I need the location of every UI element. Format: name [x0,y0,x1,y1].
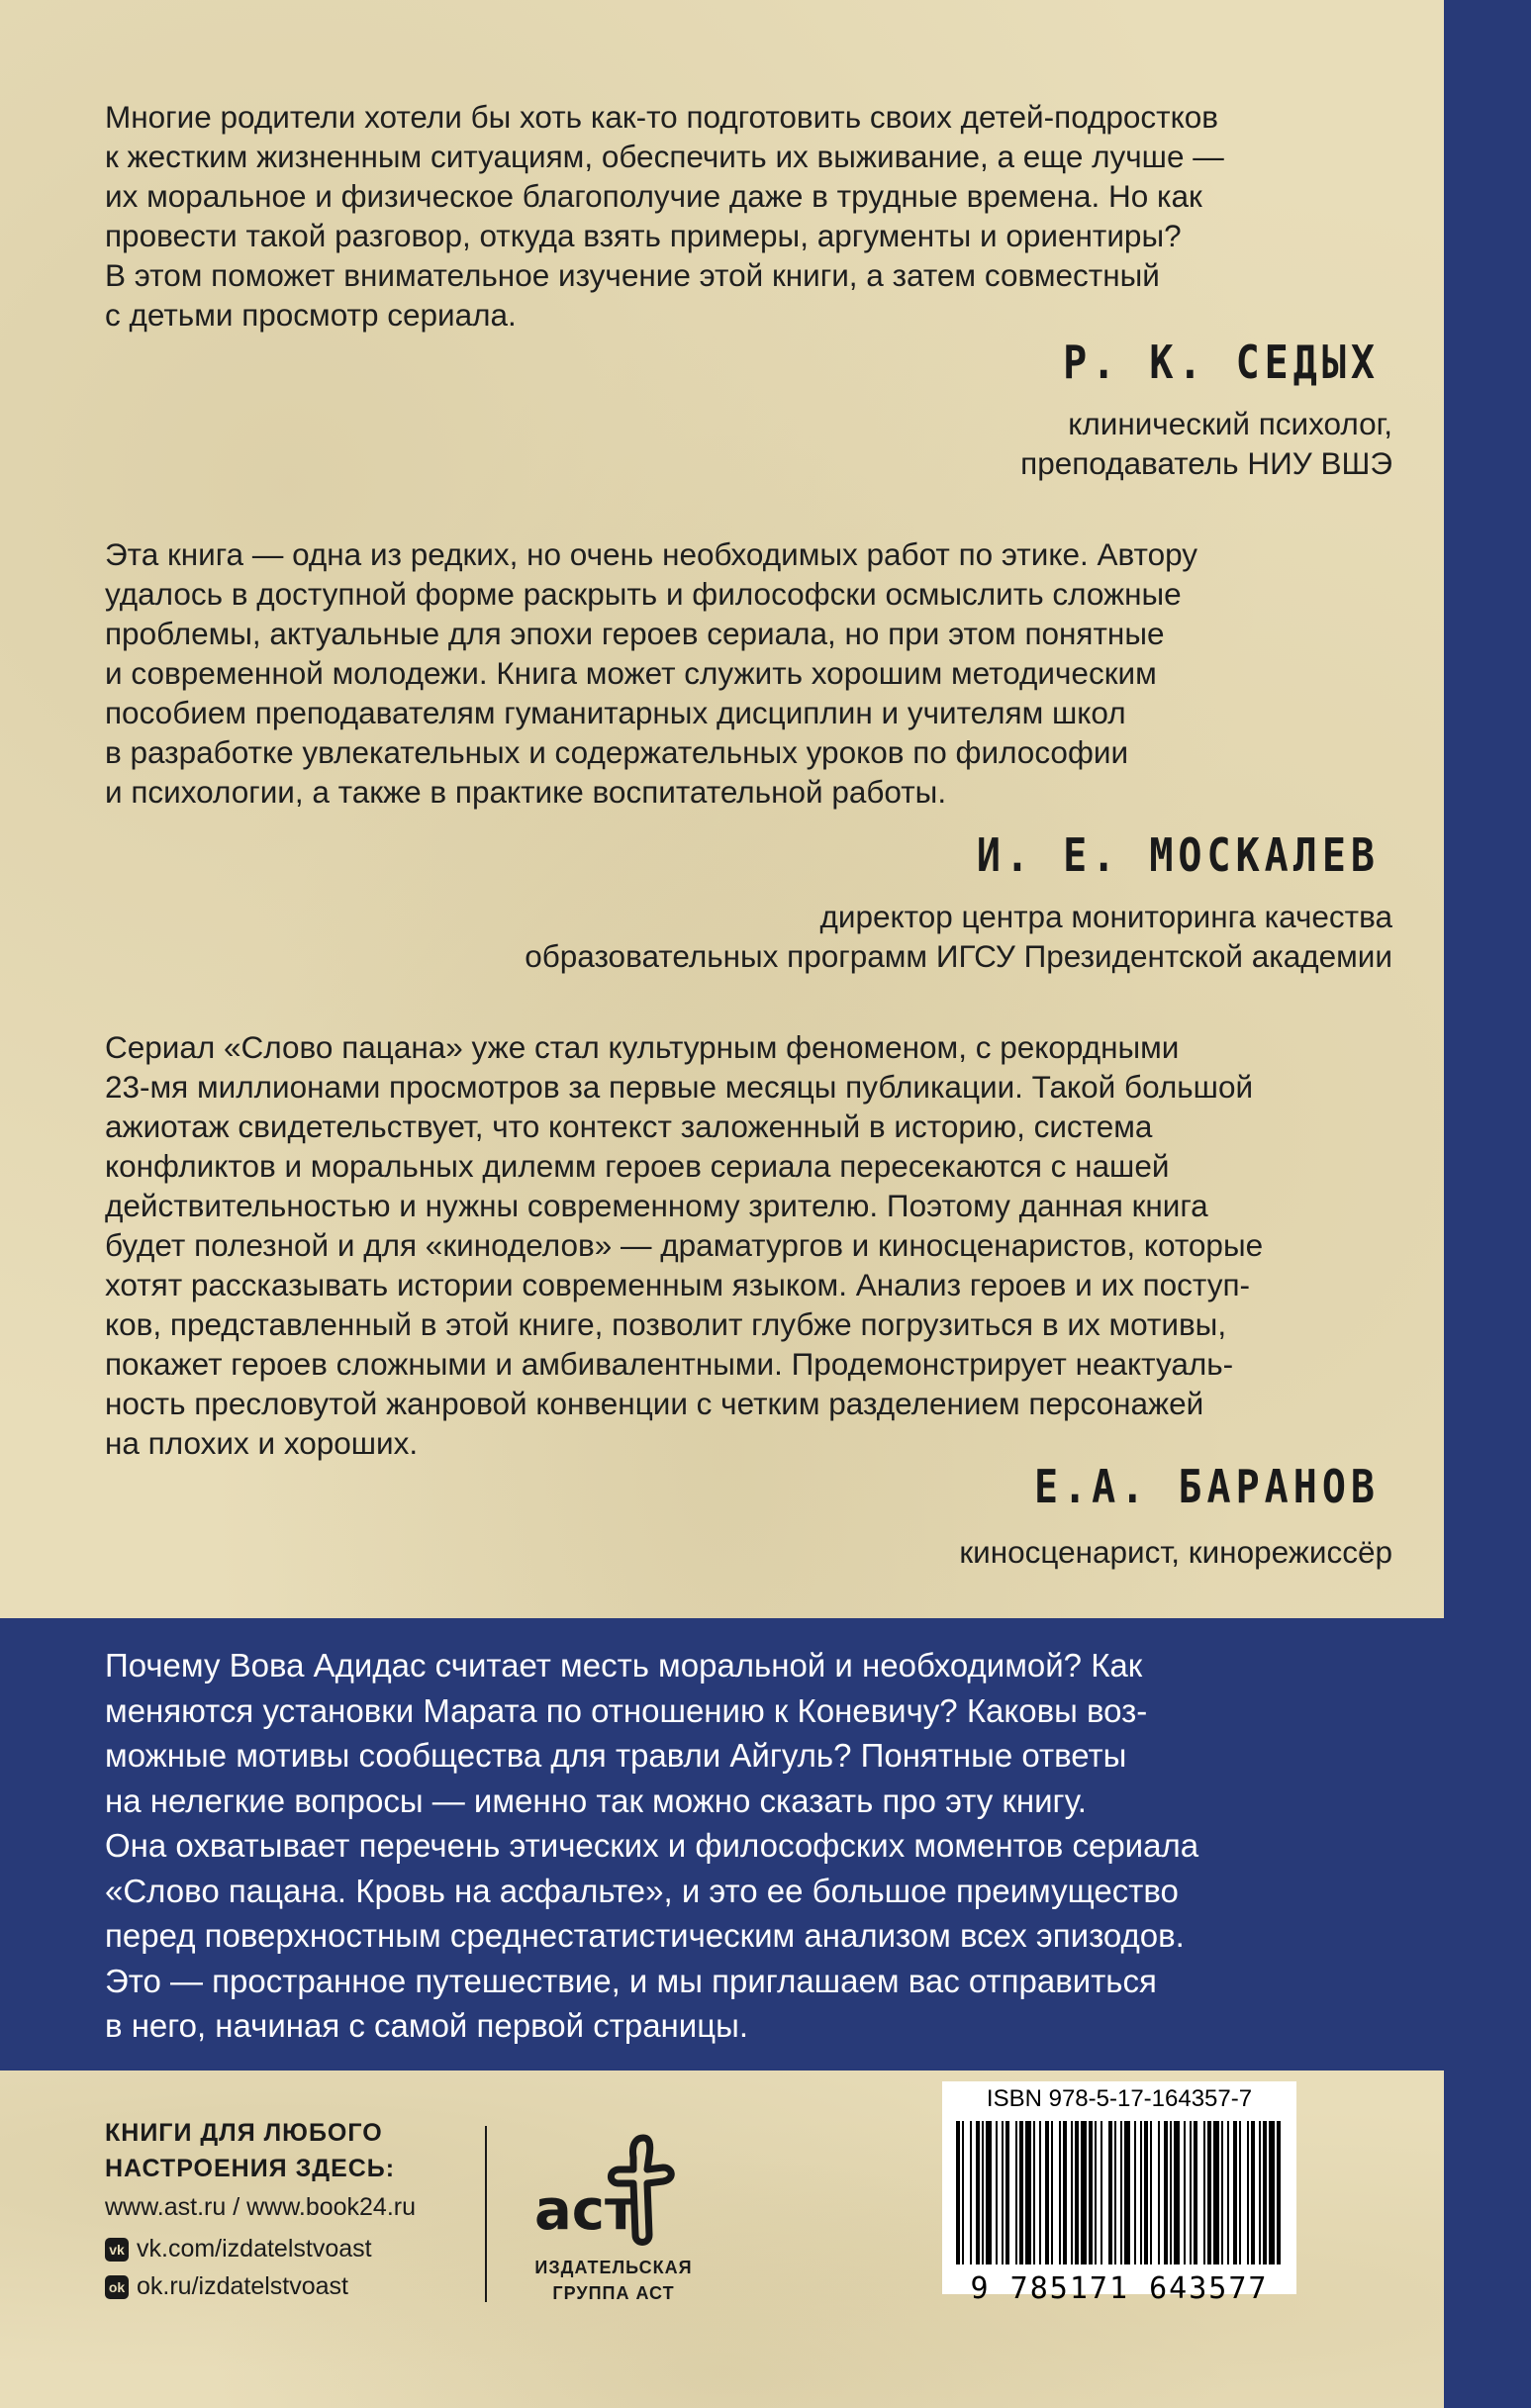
vk-link[interactable] [105,2235,372,2264]
ok-link[interactable] [105,2272,348,2301]
publisher-name: ИЗДАТЕЛЬСКАЯ ГРУППА АСТ [534,2258,693,2303]
ok-label: ok.ru/izdatelstvoast [137,2272,348,2300]
spine-strip [1444,0,1531,2408]
websites-label: www.ast.ru / www.book24.ru [105,2193,417,2221]
review-1-text: Многие родители хотели бы хоть как-то подготовить своих детей-подростков к жестким жизненным ситуациям, обеспечить их выживание, а еще лучше — их моральное и физическое благополучие даже в трудные времена. Но как провести такой разговор, откуда взять примеры, аргументы и ориентиры? В этом поможет внимательное изучение этой книги, а затем совместный с детьми просмотр сериала. [105,99,1224,333]
isbn-number: ISBN 978-5-17-164357-7 [986,2085,1253,2112]
vk-label: vk.com/izdatelstvoast [137,2235,372,2263]
promo-heading: КНИГИ ДЛЯ ЛЮБОГО НАСТРОЕНИЯ ЗДЕСЬ: [105,2119,396,2182]
review-3-role: киносценарист, кинорежиссёр [959,1534,1392,1570]
footer-divider [485,2126,487,2302]
ok-icon: ok [105,2275,129,2299]
vk-icon: vk [105,2238,129,2262]
blurb-text: Почему Вова Адидас считает месть моральной и необходимой? Как меняются установки Марата по отношению к Коневичу? Каковы воз- можные мотивы сообщества для травли Айгуль? Понятные ответы на нелегкие вопросы — именно так можно сказать про эту книгу. Она охватывает перечень этических и философских моментов сериала «Слово пацана. Кровь на асфальте», и это ее большое преимущество перед поверхностным среднестатистическим анализом всех эпизодов. Это — пространное путешествие, и мы приглашаем вас отправиться в него, начиная с самой первой страницы. [105,1647,1199,2044]
review-2-text: Эта книга — одна из редких, но очень необходимых работ по этике. Автору удалось в доступной форме раскрыть и философски осмыслить сложные проблемы, актуальные для эпохи героев сериала, но при этом понятные и современной молодежи. Книга может служить хорошим методическим пособием преподавателям гуманитарных дисциплин и учителям школ в разработке увлекательных и содержательных уроков по философии и психологии, а также в практике воспитательной работы. [105,536,1198,810]
websites-link[interactable] [105,2193,416,2222]
ast-logo-icon [525,2118,703,2257]
review-2-role: директор центра мониторинга качества образовательных программ ИГСУ Президентской академии [525,899,1392,974]
ast-logo-text: аст [534,2178,637,2243]
barcode-digits-wrap [942,0,1296,2408]
review-2-author: И. Е. МОСКАЛЕВ [976,829,1380,883]
barcode-digits: 9 785171 643577 [970,2271,1269,2306]
review-1-role: клинический психолог, преподаватель НИУ ВШЭ [1020,406,1392,481]
review-3-author: Е.А. БАРАНОВ [1034,1461,1380,1514]
review-1-author: Р. К. СЕДЫХ [1063,337,1380,390]
review-3-text: Сериал «Слово пацана» уже стал культурным феноменом, с рекордными 23-мя миллионами просмотров за первые месяцы публикации. Такой большой ажиотаж свидетельствует, что контекст заложенный в историю, система конфликтов и моральных дилемм героев сериала пересекаются с нашей действительностью и нужны современному зрителю. Поэтому данная книга будет полезной и для «киноделов» — драматургов и киносценаристов, которые хотят рассказывать истории современным языком. Анализ героев и их поступ- ков, представленный в этой книге, позволит глубже погрузиться в их мотивы, покажет героев сложными и амбивалентными. Продемонстрирует неактуаль- ность пресловутой жанровой конвенции с четким разделением персонажей на плохих и хороших. [105,1029,1264,1461]
